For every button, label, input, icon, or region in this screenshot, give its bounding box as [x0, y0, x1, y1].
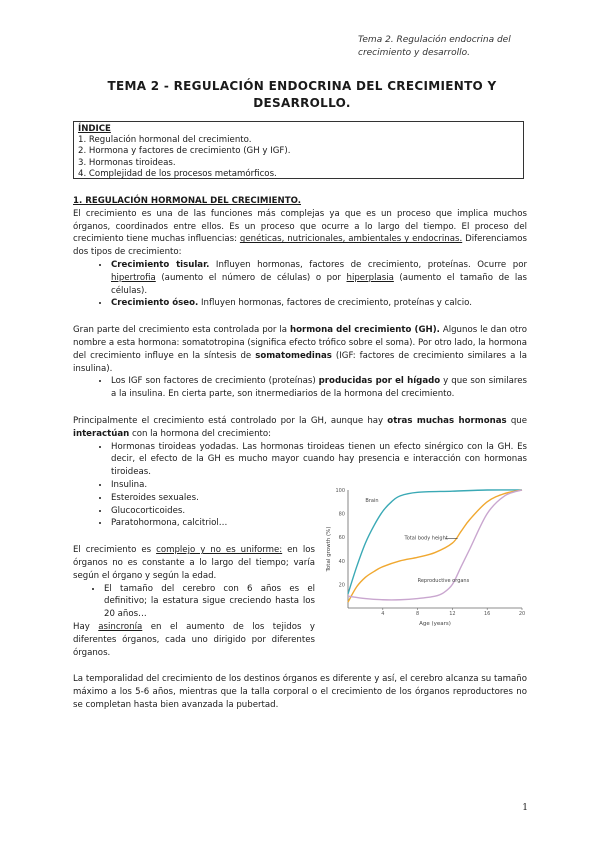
text: y que son similares a la insulina. En cierta parte, son itnermediarios de la hormona del crecimiento. — [111, 376, 527, 400]
list-item: • Insulina. — [110, 479, 527, 492]
y-tick-label: 100 — [335, 488, 345, 494]
paragraph-temporality: La temporalidad del crecimiento de los destinos órganos es diferente y así, el cerebro alcanza su tamaño máximo a los 5-6 años, mientras que la talla corporal o el crecimiento de los órganos reproductores no se completan hasta bien avanzada la pubertad. — [73, 674, 527, 710]
paragraph-complex — [73, 544, 315, 582]
running-header-line1: Tema 2. Regulación endocrina del — [358, 35, 511, 45]
x-tick-label: 16 — [484, 611, 491, 617]
list-item: • Hormonas tiroideas yodadas. Las hormonas tiroideas tienen un efecto sinérgico con la GH. Es decir, el efecto de la GH es mucho mayor cuando hay presencia e interacción con hormonas tiroideas. — [110, 441, 527, 479]
list-item: • Paratohormona, calcitriol… — [110, 517, 527, 530]
document-title — [72, 78, 532, 112]
series-line — [348, 490, 522, 602]
list-item: • El tamaño del cerebro con 6 años es el definitivo; la estatura sigue creciendo hasta los 20 años… — [103, 583, 315, 621]
text: Influyen hormonas, factores de crecimiento, proteínas y calcio. — [198, 298, 472, 309]
x-tick-label: 8 — [416, 611, 420, 617]
growth-types-list — [73, 259, 527, 310]
bold-text: Crecimiento óseo. — [111, 298, 199, 309]
section-heading: 1. REGULACIÓN HORMONAL DEL CRECIMIENTO. — [73, 196, 301, 206]
text: Los IGF son factores de crecimiento (proteínas) — [111, 376, 319, 387]
list-item — [110, 375, 527, 401]
text: (aumento el tamaño de las células). — [111, 272, 528, 296]
series-label: Brain — [365, 497, 379, 504]
index-box — [73, 121, 524, 179]
brain-list — [73, 583, 315, 621]
bold-text: somatomedinas — [255, 350, 332, 361]
paragraph-intro — [73, 208, 527, 259]
x-tick-label: 4 — [381, 611, 385, 617]
y-tick-label: 40 — [338, 558, 345, 565]
paragraph-gh — [73, 324, 527, 375]
bold-text: hormona del crecimiento (GH). — [289, 325, 440, 336]
y-tick-label: 60 — [338, 535, 345, 542]
list-item: • Glucocorticoides. — [110, 505, 527, 518]
running-header — [358, 34, 528, 60]
index-item: 2. Hormona y factores de crecimiento (GH y IGF). — [78, 146, 291, 157]
list-item — [110, 259, 527, 297]
text: Gran parte del crecimiento esta controlada por la — [73, 325, 290, 336]
text: Hay — [73, 621, 99, 632]
underlined-text: asincronía — [98, 621, 143, 632]
text: en el aumento de los tejidos y diferentes órganos, cada uno dirigido por diferentes órganos. — [73, 621, 315, 658]
series-label: Reproductive organs — [417, 578, 470, 585]
underlined-text: complejo y no es uniforme: — [156, 545, 283, 556]
main-content — [73, 195, 527, 712]
page-number: 1 — [522, 803, 528, 813]
bold-text: interactúan — [73, 428, 130, 439]
text: Algunos le dan otro nombre a esta hormona: somatotropina (significa efecto trófico sobre el soma). Por otro lado, la hormona del crecimiento influye en la síntesis de — [73, 325, 528, 361]
index-item: 4. Complejidad de los procesos metamórficos. — [78, 168, 277, 179]
text: (IGF: factores de crecimiento similares a la insulina). — [73, 350, 527, 374]
list-item — [110, 297, 527, 310]
index-item: 3. Hormonas tiroideas. — [78, 157, 176, 168]
bold-text: Crecimiento tisular. — [111, 259, 210, 270]
series-label: Total body height — [404, 535, 448, 542]
document-title-line1: TEMA 2 - REGULACIÓN ENDOCRINA DEL CRECIMIENTO Y — [107, 79, 497, 93]
text: Influyen hormonas, factores de crecimiento, proteínas. Ocurre por — [209, 259, 528, 270]
text: en los órganos no es constante a lo largo del tiempo; varía según el órgano y según la edad. — [73, 545, 315, 581]
text: El crecimiento es una de las funciones más complejas ya que es un proceso que implica muchos órganos, coordinados entre ellos. Es un proceso que ocurre a lo largo del tiempo. El proceso del crecimiento tiene muchas influencias: — [73, 208, 527, 245]
index-item: 1. Regulación hormonal del crecimiento. — [78, 135, 252, 146]
paragraph-hormones — [73, 415, 527, 441]
y-axis-label: Total growth (%) — [326, 526, 332, 572]
text: que — [506, 415, 528, 426]
text: Principalmente el crecimiento está controlado por la GH, aunque hay — [73, 415, 388, 426]
list-item: • Esteroides sexuales. — [110, 492, 527, 505]
text: (aumento el número de células) o por — [155, 272, 347, 283]
growth-chart — [322, 486, 528, 628]
text: El crecimiento es — [73, 545, 157, 556]
x-tick-label: 12 — [449, 611, 456, 617]
narrow-column — [73, 544, 315, 659]
document-title-line2: DESARROLLO. — [253, 96, 351, 110]
underlined-text: genéticas, nutricionales, ambientales y endocrinas. — [239, 234, 463, 245]
running-header-line2: crecimiento y desarrollo. — [358, 48, 470, 58]
bold-text: producidas por el hígado — [318, 376, 441, 387]
bold-text: otras muchas hormonas — [387, 415, 507, 426]
underlined-text: hipertrofia — [111, 272, 156, 283]
x-axis-label: Age (years) — [419, 621, 451, 627]
y-tick-label: 20 — [338, 582, 345, 589]
underlined-text: hiperplasia — [346, 272, 394, 283]
text: con la hormona del crecimiento: — [129, 428, 272, 439]
x-tick-label: 20 — [518, 611, 526, 617]
index-heading: ÍNDICE — [78, 124, 111, 134]
y-tick-label: 80 — [338, 511, 345, 518]
igf-list — [73, 375, 527, 401]
paragraph-asynchrony — [73, 621, 315, 659]
text: Diferenciamos dos tipos de crecimiento: — [73, 234, 527, 258]
